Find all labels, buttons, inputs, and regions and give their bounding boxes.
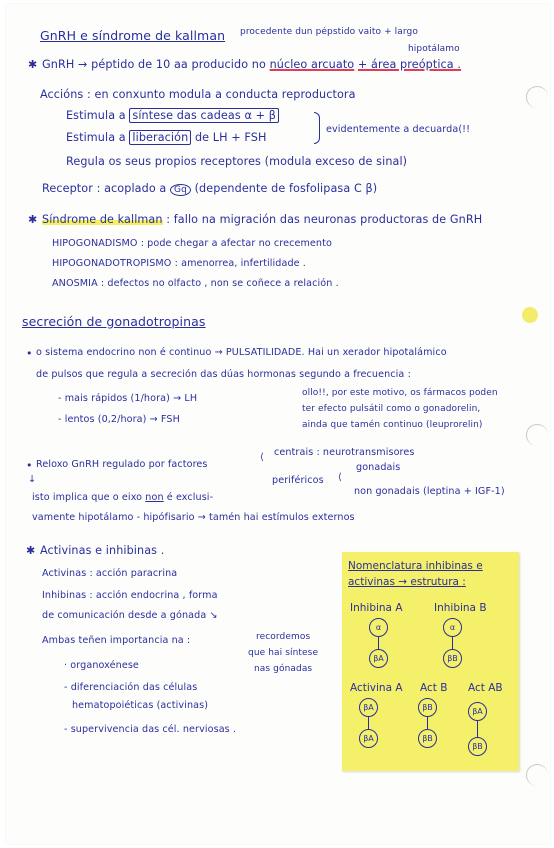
non-gonadais: non gonadais (leptina + IGF-1): [354, 486, 505, 497]
implica-non: non: [145, 492, 164, 503]
title-note-hipotalamo: hipotálamo: [408, 44, 460, 54]
accion-note: evidentemente a decuarda(!!: [326, 124, 471, 135]
beta-b-subunit-icon: βB: [418, 698, 437, 717]
inhibina-b-label: Inhibina B: [434, 602, 487, 614]
section-title-gnrh: GnRH e síndrome de kallman: [40, 28, 226, 43]
activina-a-label: Activina A: [350, 682, 403, 694]
binder-hole: [526, 86, 548, 108]
binder-hole: [526, 424, 548, 446]
gnrh-text: péptido de 10 aa producido no: [91, 58, 266, 71]
beta-b-subunit-icon: βB: [443, 649, 462, 668]
implica-line-1: [32, 492, 213, 503]
accion-2-end: de LH + FSH: [194, 131, 267, 144]
beta-a-subunit-icon: βA: [369, 649, 388, 668]
importancia-1: · organoxénese: [64, 660, 139, 671]
reloxo-line: Reloxo GnRH regulado por factores: [36, 459, 208, 470]
kallman-line: [42, 213, 482, 226]
receptor-end: (dependente de fosfolipasa C β): [194, 182, 378, 195]
down-arrow-icon: ↓: [28, 474, 37, 485]
importancia-2b: hematopoiéticas (activinas): [72, 700, 209, 711]
curved-arrow-icon: ↘: [209, 610, 218, 621]
gq-circled: Gq: [170, 184, 191, 196]
gnrh-area: + área preóptica .: [357, 58, 462, 71]
yellow-dot-marker: [522, 307, 538, 323]
kallman-label: Síndrome de kallman: [42, 213, 163, 226]
importancia-2a: - diferenciación das células: [64, 682, 198, 693]
sticky-title-2: activinas → estrutura :: [348, 576, 466, 588]
s2-slow: - lentos (0,2/hora) → FSH: [58, 414, 180, 425]
accion-2: [66, 131, 266, 144]
s2-note-2: ter efecto pulsátil como o gonadorelin,: [302, 404, 481, 414]
accion-1-boxed: síntese das cadeas α + β: [129, 108, 279, 123]
sticky-note: [342, 552, 519, 771]
implica-1c: é exclusi-: [166, 492, 214, 503]
binder-hole: [526, 764, 548, 786]
beta-a-subunit-icon: βA: [359, 729, 378, 748]
recordemos-1: recordemos: [256, 632, 311, 642]
beta-a-subunit-icon: βA: [359, 698, 378, 717]
branch-icon: ⟨: [260, 452, 264, 463]
accions-line: Accións : en conxunto modula a conducta reproductora: [40, 88, 356, 101]
s2-note-1: ollo!!, por este motivo, os fármacos poden: [302, 388, 498, 398]
dot-bullet: •: [26, 459, 33, 472]
alpha-subunit-icon: α: [443, 618, 462, 637]
beta-b-subunit-icon: βB: [468, 737, 487, 756]
activina-b-label: Act B: [420, 682, 448, 694]
section-title-secrecion: secreción de gonadotropinas: [22, 314, 206, 329]
dot-bullet: •: [26, 347, 33, 360]
accion-2-boxed: liberación: [129, 130, 191, 145]
arrow-icon: →: [78, 58, 92, 71]
bond-line: [452, 637, 453, 649]
ambas-line: Ambas teñen importancia na :: [42, 635, 191, 646]
comunic-line: [42, 610, 218, 621]
implica-1a: isto implica que o eixo: [32, 492, 143, 503]
kallman-3: ANOSMIA : defectos no olfacto , non se coñece a relación .: [52, 278, 339, 289]
receptor-line: [42, 182, 377, 196]
kallman-1: HIPOGONADISMO : pode chegar a afectar no crecemento: [52, 238, 332, 249]
kallman-text: : fallo na migración das neuronas productoras de GnRH: [166, 213, 483, 226]
gnrh-nucleus: núcleo arcuato: [269, 58, 355, 71]
inhibina-a-label: Inhibina A: [350, 602, 403, 614]
recordemos-3: nas gónadas: [254, 664, 313, 674]
centrais: centrais : neurotransmisores: [274, 447, 415, 458]
branch-icon: ⟨: [338, 472, 342, 483]
bond-line: [378, 637, 379, 649]
s2-line-1a: o sistema endocrino non é continuo →: [36, 347, 223, 358]
gnrh-label: GnRH: [42, 58, 75, 71]
beta-a-subunit-icon: βA: [468, 702, 487, 721]
s2-note-3: ainda que tamén continuo (leuprorelin): [302, 420, 483, 430]
gnrh-line: [42, 58, 461, 71]
comunic-text: de comunicación desde a gónada: [42, 610, 207, 621]
title-note-procedente: procedente dun pépstido vaito + largo: [240, 27, 418, 37]
kallman-2: HIPOGONADOTROPISMO : amenorrea, infertilidade .: [52, 258, 306, 269]
bond-line: [427, 717, 428, 729]
importancia-3: - supervivencia das cél. nerviosas .: [64, 724, 237, 735]
accion-1-text: Estimula a: [66, 109, 126, 122]
sticky-title-1: Nomenclatura inhibinas e: [348, 560, 483, 572]
s2-line-1c: . Hai un xerador hipotalámico: [301, 347, 447, 358]
brace-icon: [314, 112, 320, 144]
bond-line: [477, 721, 478, 737]
notebook-page: [6, 4, 550, 844]
s2-line-1: [36, 347, 447, 358]
implica-line-2: vamente hipotálamo - hipófisario → tamén hai estímulos externos: [32, 512, 355, 523]
bond-line: [368, 717, 369, 729]
gonadais: gonadais: [356, 462, 401, 473]
s2-fast: - mais rápidos (1/hora) → LH: [58, 393, 198, 404]
recordemos-2: que hai síntese: [248, 648, 319, 658]
s2-line-2: de pulsos que regula a secreción das dúas hormonas segundo a frecuencia :: [36, 369, 411, 380]
activinas-line: Activinas : acción paracrina: [42, 568, 178, 579]
inhibinas-line: Inhibinas : acción endocrina , forma: [42, 590, 218, 601]
accion-3: Regula os seus propios receptores (modula exceso de sinal): [66, 155, 408, 168]
alpha-subunit-icon: α: [369, 618, 388, 637]
star-bullet: ✱: [28, 213, 38, 226]
perifericos: periféricos: [272, 475, 324, 486]
pulsatilidade: PULSATILIDADE: [225, 347, 302, 358]
activinas-title: Activinas e inhibinas .: [40, 544, 165, 557]
accion-2-text: Estimula a: [66, 131, 126, 144]
accion-1: [66, 109, 279, 122]
beta-b-subunit-icon: βB: [418, 729, 437, 748]
receptor-label: Receptor : acoplado a: [42, 182, 167, 195]
star-bullet: ✱: [28, 58, 38, 71]
activina-ab-label: Act AB: [468, 682, 503, 694]
star-bullet: ✱: [26, 544, 36, 557]
